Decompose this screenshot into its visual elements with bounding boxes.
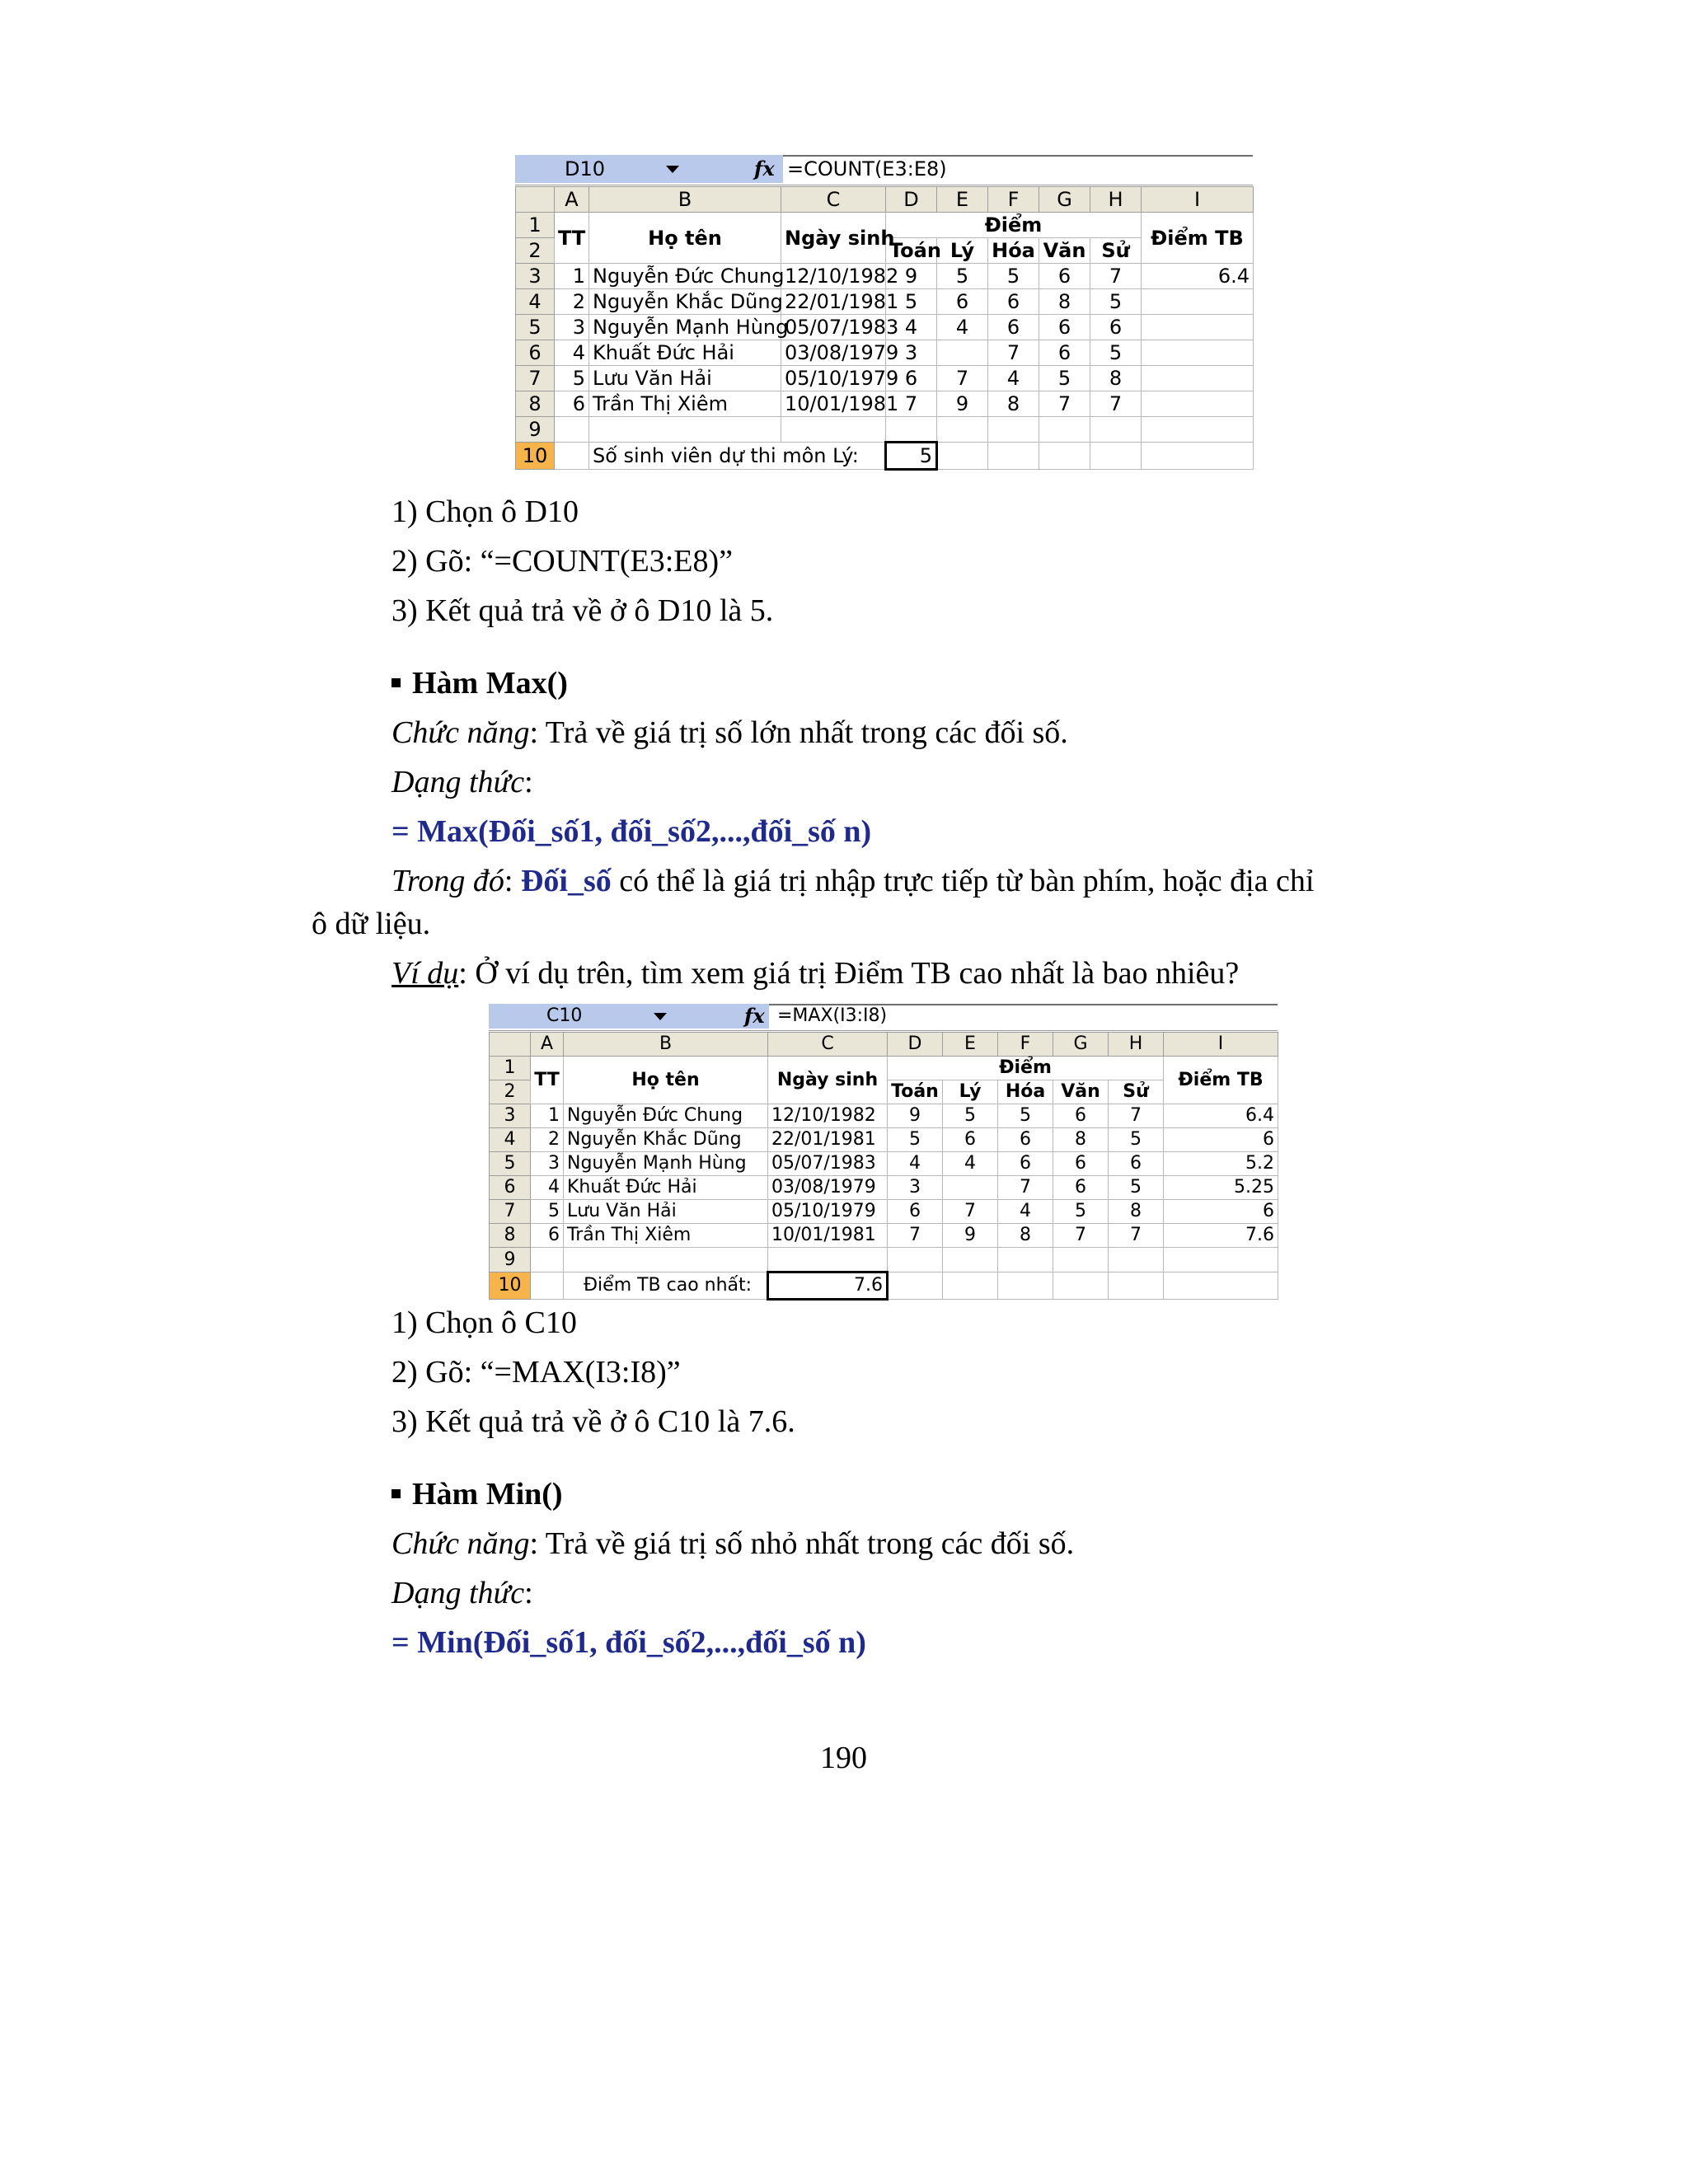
cell-score[interactable]: 6 <box>937 289 988 315</box>
cell[interactable] <box>1164 1248 1278 1272</box>
cell-score[interactable]: 4 <box>998 1200 1053 1224</box>
cell-subject[interactable]: Hóa <box>998 1080 1053 1104</box>
cell-dob[interactable]: 22/01/1981 <box>768 1128 888 1152</box>
col-header-f[interactable]: F <box>988 187 1039 213</box>
col-header-h[interactable]: H <box>1109 1033 1164 1057</box>
col-header-b[interactable]: B <box>564 1033 768 1057</box>
cell-score[interactable]: 9 <box>937 391 988 417</box>
cell-tt[interactable]: 1 <box>555 264 589 289</box>
cell-subject[interactable]: Toán <box>886 238 937 264</box>
cell-score[interactable]: 6 <box>1053 1104 1109 1128</box>
col-header-i[interactable]: I <box>1164 1033 1278 1057</box>
row-header[interactable]: 9 <box>490 1248 531 1272</box>
cell-tt[interactable]: 4 <box>555 340 589 366</box>
col-header-g[interactable]: G <box>1039 187 1090 213</box>
col-header-g[interactable]: G <box>1053 1033 1109 1057</box>
cell-header-diem[interactable]: Điểm <box>886 213 1142 238</box>
row-header[interactable]: 8 <box>516 391 555 417</box>
fx-icon: fx <box>744 1004 765 1028</box>
table-row <box>516 417 1254 443</box>
cell-header-tb[interactable]: Điểm TB <box>1142 213 1254 264</box>
formula-text[interactable]: =COUNT(E3:E8) <box>787 157 947 180</box>
cell-header-diem[interactable]: Điểm <box>888 1057 1164 1080</box>
cell-tt[interactable]: 4 <box>531 1176 564 1200</box>
max-where-line: Trong đó: Đối_số có thể là giá trị nhập trực tiếp từ bàn phím, hoặc địa chỉ <box>392 864 1315 898</box>
min-heading: Hàm Min() <box>392 1475 563 1513</box>
cell-score[interactable]: 6 <box>988 289 1039 315</box>
col-header-b[interactable]: B <box>589 187 781 213</box>
row-header[interactable]: 5 <box>516 315 555 340</box>
cell-score[interactable]: 5 <box>937 264 988 289</box>
cell-name[interactable]: Nguyễn Khắc Dũng <box>564 1128 768 1152</box>
col-header-e[interactable]: E <box>937 187 988 213</box>
cell-tt[interactable]: 2 <box>531 1128 564 1152</box>
cell-header-tt[interactable]: TT <box>531 1057 564 1104</box>
cell-tt[interactable]: 2 <box>555 289 589 315</box>
cell-score[interactable]: 3 <box>886 340 937 366</box>
table-row <box>516 391 1254 417</box>
cell-avg[interactable]: 6 <box>1164 1200 1278 1224</box>
row-header[interactable]: 10 <box>490 1272 531 1300</box>
cell[interactable] <box>888 1248 943 1272</box>
row-header[interactable]: 4 <box>490 1128 531 1152</box>
cell[interactable] <box>1109 1248 1164 1272</box>
cell-score[interactable]: 5 <box>1109 1176 1164 1200</box>
cell-score[interactable]: 4 <box>937 315 988 340</box>
row-header[interactable]: 7 <box>490 1200 531 1224</box>
cell[interactable] <box>1090 417 1142 443</box>
cell[interactable] <box>589 417 781 443</box>
cell-dob[interactable]: 03/08/1979 <box>768 1176 888 1200</box>
spreadsheet-max-example <box>489 1004 1278 1296</box>
cell-score[interactable] <box>943 1176 998 1200</box>
fx-icon: fx <box>754 157 775 180</box>
row-header[interactable]: 1 <box>516 213 555 238</box>
cell-subject[interactable]: Văn <box>1039 238 1090 264</box>
cell-dob[interactable]: 03/08/1979 <box>781 340 886 366</box>
cell-score[interactable]: 9 <box>943 1224 998 1248</box>
cell-avg[interactable]: 5.2 <box>1164 1152 1278 1176</box>
cell-subject[interactable]: Sử <box>1090 238 1142 264</box>
cell-header-tt[interactable]: TT <box>555 213 589 264</box>
table-row <box>516 289 1254 315</box>
cell-name[interactable]: Khuất Đức Hải <box>564 1176 768 1200</box>
cell[interactable] <box>937 443 988 470</box>
cell-score[interactable]: 5 <box>1090 340 1142 366</box>
cell-name[interactable]: Khuất Đức Hải <box>589 340 781 366</box>
cell[interactable] <box>1053 1272 1109 1300</box>
row-header[interactable]: 7 <box>516 366 555 391</box>
bullet-icon <box>392 678 401 687</box>
cell-score[interactable]: 9 <box>886 264 937 289</box>
cell-avg[interactable] <box>1142 340 1254 366</box>
cell-score[interactable]: 9 <box>888 1104 943 1128</box>
row-header[interactable]: 4 <box>516 289 555 315</box>
col-header-d[interactable]: D <box>888 1033 943 1057</box>
cell[interactable] <box>555 443 589 470</box>
cell-score[interactable]: 6 <box>886 366 937 391</box>
column-header-row <box>516 187 1254 213</box>
cell-score[interactable]: 8 <box>998 1224 1053 1248</box>
table-row <box>516 264 1254 289</box>
cell-score[interactable]: 8 <box>988 391 1039 417</box>
cell-dob[interactable]: 10/01/1981 <box>768 1224 888 1248</box>
cell[interactable] <box>564 1248 768 1272</box>
cell-tt[interactable]: 3 <box>555 315 589 340</box>
min-form-line: Dạng thức: <box>392 1576 533 1610</box>
cell-header-dob[interactable]: Ngày sinh <box>781 213 886 264</box>
cell-avg[interactable]: 7.6 <box>1164 1224 1278 1248</box>
table-row <box>490 1128 1278 1152</box>
cell-header-name[interactable]: Họ tên <box>564 1057 768 1104</box>
cell-score[interactable]: 8 <box>1039 289 1090 315</box>
cell[interactable] <box>1109 1272 1164 1300</box>
cell-name[interactable]: Nguyễn Đức Chung <box>589 264 781 289</box>
col-header-a[interactable]: A <box>531 1033 564 1057</box>
col-header-i[interactable]: I <box>1142 187 1254 213</box>
cell-score[interactable]: 8 <box>1109 1200 1164 1224</box>
cell-score[interactable]: 5 <box>1109 1128 1164 1152</box>
row-header[interactable]: 6 <box>516 340 555 366</box>
cell-dob[interactable]: 12/10/1982 <box>768 1104 888 1128</box>
max-heading: Hàm Max() <box>392 664 568 702</box>
cell-tt[interactable]: 6 <box>531 1224 564 1248</box>
max-syntax: = Max(Đối_số1, đối_số2,...,đối_số n) <box>392 814 872 849</box>
cell-dob[interactable]: 10/01/1981 <box>781 391 886 417</box>
cell-avg[interactable]: 6.4 <box>1142 264 1254 289</box>
active-cell-d10[interactable]: 5 <box>886 443 937 470</box>
cell-score[interactable]: 6 <box>888 1200 943 1224</box>
cell-tt[interactable]: 6 <box>555 391 589 417</box>
cell[interactable] <box>943 1272 998 1300</box>
cell-score[interactable]: 6 <box>1109 1152 1164 1176</box>
cell[interactable] <box>998 1272 1053 1300</box>
cell-score[interactable]: 5 <box>888 1128 943 1152</box>
formula-text[interactable]: =MAX(I3:I8) <box>777 1005 888 1026</box>
step-1: 1) Chọn ô C10 <box>392 1305 577 1340</box>
cell-score[interactable]: 6 <box>1039 340 1090 366</box>
cell-name[interactable]: Trần Thị Xiêm <box>589 391 781 417</box>
step-3: 3) Kết quả trả về ở ô D10 là 5. <box>392 593 774 628</box>
cell-score[interactable]: 5 <box>1053 1200 1109 1224</box>
cell[interactable] <box>988 417 1039 443</box>
cell-name[interactable]: Lưu Văn Hải <box>564 1200 768 1224</box>
max-example-line: Ví dụ: Ở ví dụ trên, tìm xem giá trị Điểm TB cao nhất là bao nhiêu? <box>392 956 1240 991</box>
cell[interactable] <box>781 417 886 443</box>
row-header[interactable]: 9 <box>516 417 555 443</box>
cell-tt[interactable]: 5 <box>531 1200 564 1224</box>
max-function-line: Chức năng: Trả về giá trị số lớn nhất trong các đối số. <box>392 715 1068 750</box>
table-row <box>490 1200 1278 1224</box>
row-header[interactable]: 2 <box>516 238 555 264</box>
table-row <box>516 366 1254 391</box>
table-row <box>516 315 1254 340</box>
cell[interactable] <box>1053 1248 1109 1272</box>
cell-score[interactable]: 6 <box>1090 315 1142 340</box>
name-box[interactable]: D10 fx <box>515 155 783 183</box>
cell-row10-label[interactable]: Điểm TB cao nhất: <box>564 1272 768 1300</box>
table-row <box>490 1272 1278 1300</box>
cell-avg[interactable] <box>1142 315 1254 340</box>
row-header[interactable]: 2 <box>490 1080 531 1104</box>
cell-score[interactable]: 5 <box>998 1104 1053 1128</box>
cell-subject[interactable]: Lý <box>937 238 988 264</box>
cell-name[interactable]: Nguyễn Mạnh Hùng <box>564 1152 768 1176</box>
corner-cell[interactable] <box>490 1033 531 1057</box>
table-row <box>516 443 1254 470</box>
cell[interactable] <box>937 417 988 443</box>
max-where-line-2: ô dữ liệu. <box>312 907 431 941</box>
cell-tt[interactable]: 5 <box>555 366 589 391</box>
cell-avg[interactable]: 6.4 <box>1164 1104 1278 1128</box>
bullet-icon <box>392 1489 401 1498</box>
step-2: 2) Gõ: “=COUNT(E3:E8)” <box>392 544 733 579</box>
cell-score[interactable]: 6 <box>943 1128 998 1152</box>
cell-score[interactable]: 5 <box>943 1104 998 1128</box>
table-row <box>516 340 1254 366</box>
row-header[interactable]: 8 <box>490 1224 531 1248</box>
cell-score[interactable] <box>937 340 988 366</box>
cell-score[interactable]: 3 <box>888 1176 943 1200</box>
cell-score[interactable]: 7 <box>1090 391 1142 417</box>
cell-subject[interactable]: Sử <box>1109 1080 1164 1104</box>
row-header[interactable]: 6 <box>490 1176 531 1200</box>
cell-header-dob[interactable]: Ngày sinh <box>768 1057 888 1104</box>
cell-name[interactable]: Nguyễn Mạnh Hùng <box>589 315 781 340</box>
cell-dob[interactable]: 05/10/1979 <box>768 1200 888 1224</box>
col-header-c[interactable]: C <box>781 187 886 213</box>
cell[interactable] <box>988 443 1039 470</box>
cell-score[interactable]: 6 <box>1053 1176 1109 1200</box>
cell-score[interactable]: 7 <box>1053 1224 1109 1248</box>
dropdown-arrow-icon[interactable] <box>654 1013 667 1020</box>
table-row <box>490 1224 1278 1248</box>
cell-score[interactable]: 4 <box>888 1152 943 1176</box>
cell-score[interactable]: 7 <box>1090 264 1142 289</box>
step-2: 2) Gõ: “=MAX(I3:I8)” <box>392 1355 681 1390</box>
cell-score[interactable]: 4 <box>886 315 937 340</box>
cell-score[interactable]: 7 <box>888 1224 943 1248</box>
cell-score[interactable]: 7 <box>886 391 937 417</box>
cell-score[interactable]: 6 <box>1039 264 1090 289</box>
cell-dob[interactable]: 12/10/1982 <box>781 264 886 289</box>
row-header[interactable]: 3 <box>516 264 555 289</box>
cell-subject[interactable]: Toán <box>888 1080 943 1104</box>
table-row <box>490 1152 1278 1176</box>
cell[interactable] <box>1142 417 1254 443</box>
cell-avg[interactable]: 5.25 <box>1164 1176 1278 1200</box>
sheet-grid <box>515 186 1254 471</box>
cell[interactable] <box>1164 1272 1278 1300</box>
cell-name[interactable]: Nguyễn Đức Chung <box>564 1104 768 1128</box>
cell-score[interactable]: 7 <box>998 1176 1053 1200</box>
col-header-f[interactable]: F <box>998 1033 1053 1057</box>
cell-score[interactable]: 4 <box>988 366 1039 391</box>
cell[interactable] <box>888 1272 943 1300</box>
cell-header-tb[interactable]: Điểm TB <box>1164 1057 1278 1104</box>
page-number: 190 <box>820 1741 867 1775</box>
cell-score[interactable]: 7 <box>1109 1104 1164 1128</box>
cell-score[interactable]: 5 <box>988 264 1039 289</box>
cell-score[interactable]: 4 <box>943 1152 998 1176</box>
cell-subject[interactable]: Văn <box>1053 1080 1109 1104</box>
table-row <box>490 1248 1278 1272</box>
cell[interactable] <box>531 1272 564 1300</box>
cell-score[interactable]: 7 <box>937 366 988 391</box>
cell[interactable] <box>1090 443 1142 470</box>
cell-row10-label[interactable]: Số sinh viên dự thi môn Lý: <box>589 443 886 470</box>
row-header[interactable]: 1 <box>490 1057 531 1080</box>
cell-tt[interactable]: 1 <box>531 1104 564 1128</box>
cell-avg[interactable]: 6 <box>1164 1128 1278 1152</box>
cell-name[interactable]: Lưu Văn Hải <box>589 366 781 391</box>
cell-score[interactable]: 6 <box>988 315 1039 340</box>
table-row <box>490 1176 1278 1200</box>
column-header-row <box>490 1033 1278 1057</box>
max-form-line: Dạng thức: <box>392 765 533 799</box>
cell-score[interactable]: 7 <box>943 1200 998 1224</box>
cell-score[interactable]: 6 <box>1039 315 1090 340</box>
cell-dob[interactable]: 05/10/1979 <box>781 366 886 391</box>
cell-score[interactable]: 5 <box>1090 289 1142 315</box>
row-header[interactable]: 5 <box>490 1152 531 1176</box>
cell-dob[interactable]: 22/01/1981 <box>781 289 886 315</box>
cell-subject[interactable]: Lý <box>943 1080 998 1104</box>
cell-score[interactable]: 8 <box>1053 1128 1109 1152</box>
cell-score[interactable]: 6 <box>1053 1152 1109 1176</box>
col-header-a[interactable]: A <box>555 187 589 213</box>
cell-tt[interactable]: 3 <box>531 1152 564 1176</box>
sheet-grid <box>489 1032 1278 1301</box>
cell[interactable] <box>943 1248 998 1272</box>
step-3: 3) Kết quả trả về ở ô C10 là 7.6. <box>392 1404 795 1439</box>
row-header[interactable]: 3 <box>490 1104 531 1128</box>
min-syntax: = Min(Đối_số1, đối_số2,...,đối_số n) <box>392 1625 866 1660</box>
cell-score[interactable]: 5 <box>1039 366 1090 391</box>
cell-avg[interactable] <box>1142 289 1254 315</box>
cell[interactable] <box>1039 417 1090 443</box>
col-header-d[interactable]: D <box>886 187 937 213</box>
name-box[interactable]: C10 fx <box>489 1004 769 1029</box>
cell[interactable] <box>531 1248 564 1272</box>
cell-dob[interactable]: 05/07/1983 <box>781 315 886 340</box>
cell-score[interactable]: 8 <box>1090 366 1142 391</box>
col-header-e[interactable]: E <box>943 1033 998 1057</box>
cell-name[interactable]: Nguyễn Khắc Dũng <box>589 289 781 315</box>
cell-header-name[interactable]: Họ tên <box>589 213 781 264</box>
cell[interactable] <box>1142 443 1254 470</box>
spreadsheet-count-example <box>515 155 1253 480</box>
dropdown-arrow-icon[interactable] <box>666 166 679 173</box>
cell-score[interactable]: 7 <box>988 340 1039 366</box>
active-cell-c10[interactable]: 7.6 <box>768 1272 888 1300</box>
cell-score[interactable]: 5 <box>886 289 937 315</box>
table-row <box>516 213 1254 238</box>
cell-score[interactable]: 6 <box>998 1152 1053 1176</box>
row-header[interactable]: 10 <box>516 443 555 470</box>
cell-score[interactable]: 7 <box>1039 391 1090 417</box>
col-header-h[interactable]: H <box>1090 187 1142 213</box>
table-row <box>490 1104 1278 1128</box>
cell-score[interactable]: 6 <box>998 1128 1053 1152</box>
cell-dob[interactable]: 05/07/1983 <box>768 1152 888 1176</box>
corner-cell[interactable] <box>516 187 555 213</box>
cell[interactable] <box>555 417 589 443</box>
table-row <box>490 1057 1278 1080</box>
min-function-line: Chức năng: Trả về giá trị số nhỏ nhất trong các đối số. <box>392 1526 1075 1561</box>
cell[interactable] <box>768 1248 888 1272</box>
cell-avg[interactable] <box>1142 391 1254 417</box>
cell-name[interactable]: Trần Thị Xiêm <box>564 1224 768 1248</box>
cell-subject[interactable]: Hóa <box>988 238 1039 264</box>
col-header-c[interactable]: C <box>768 1033 888 1057</box>
cell[interactable] <box>886 417 937 443</box>
cell[interactable] <box>998 1248 1053 1272</box>
cell-avg[interactable] <box>1142 366 1254 391</box>
cell-score[interactable]: 7 <box>1109 1224 1164 1248</box>
step-1: 1) Chọn ô D10 <box>392 494 579 529</box>
cell[interactable] <box>1039 443 1090 470</box>
